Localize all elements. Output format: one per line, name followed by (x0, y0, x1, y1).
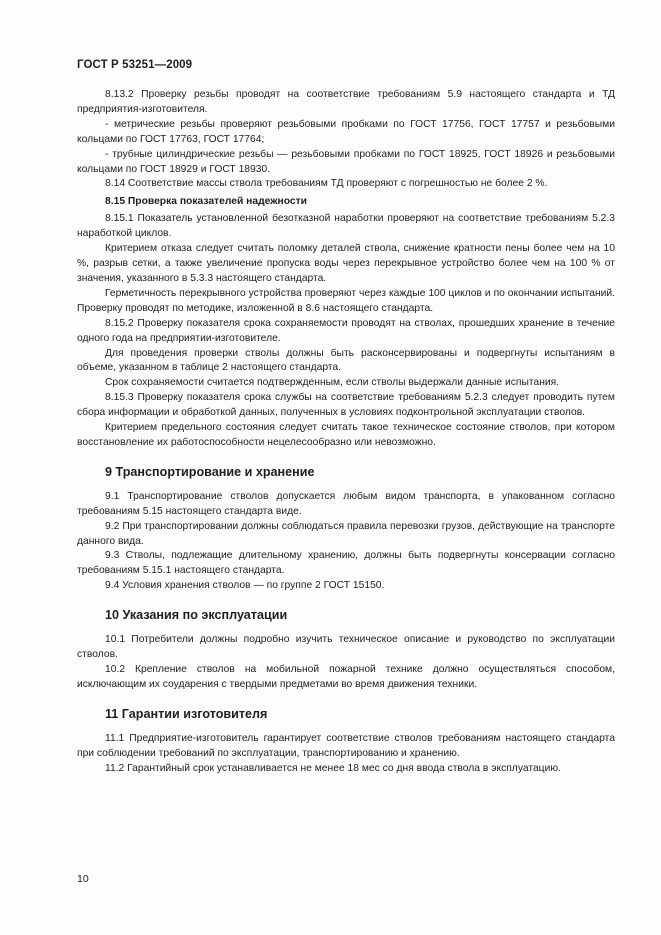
paragraph-8-15-1: 8.15.1 Показатель установленной безотказной наработки проверяют на соответствие требованиям 5.2.3 наработкой циклов. (77, 213, 615, 240)
paragraph-pipe-threads: - трубные цилиндрические резьбы — резьбовыми пробками по ГОСТ 18925, ГОСТ 18926 и резьбовыми кольцами по ГОСТ 18929 и ГОСТ 18930. (77, 148, 615, 175)
section-heading-10: 10 Указания по эксплуатации (105, 608, 288, 623)
paragraph-8-15-2: 8.15.2 Проверку показателя срока сохраняемости проводят на стволах, прошедших хранение в течение одного года на предприятии-изготовителе. (77, 317, 615, 344)
section-heading-11: 11 Гарантии изготовителя (105, 706, 268, 721)
paragraph-storage-confirmed: Срок сохраняемости считается подтвержденным, если стволы выдержали данные испытания. (105, 377, 560, 389)
paragraph-metric-threads: - метрические резьбы проверяют резьбовыми пробками по ГОСТ 17756, ГОСТ 17757 и резьбовыми кольцами по ГОСТ 17763, ГОСТ 17764; (77, 118, 615, 145)
paragraph-8-13-2: 8.13.2 Проверку резьбы проводят на соответствие требованиям 5.9 настоящего стандарта и ТД предприятия-изготовителя. (77, 89, 615, 115)
paragraph-8-15-3: 8.15.3 Проверку показателя срока службы на соответствие требованиям 5.2.3 следует проводить путем сбора информации и обработкой данных, полученных в условиях подконтрольной эксплуатации стволов. (77, 392, 615, 419)
paragraph-limit-state: Критерием предельного состояния следует считать такое техническое состояние стволов, при котором восстановление их работоспособности нецелесообразно или невозможно. (77, 422, 615, 448)
paragraph-failure-criterion: Критерием отказа следует считать поломку деталей ствола, снижение кратности пены более чем на 10 %, разрыв сетки, а также увеличение пропуска воды через перекрывное устройство более чем на 100 % от значения, указанного в 5.3.3 настоящего стандарта. (77, 243, 615, 284)
section-heading-9: 9 Транспортирование и хранение (105, 464, 315, 479)
page-number: 10 (77, 873, 89, 885)
paragraph-11-2: 11.2 Гарантийный срок устанавливается не менее 18 мес со дня ввода ствола в эксплуатацию. (105, 762, 561, 774)
paragraph-9-1: 9.1 Транспортирование стволов допускается любым видом транспорта, в упакованном согласно требованиям 5.15 настоящего стандарта виде. (77, 490, 615, 517)
paragraph-tightness: Герметичность перекрывного устройства проверяют через каждые 100 циклов и по окончании испытаний. Проверку проводят по методике, изложенной в 8.6 настоящего стандарта. (77, 287, 615, 314)
paragraph-9-2: 9.2 При транспортировании должны соблюдаться правила перевозки грузов, действующие на транспорте данного вида. (77, 520, 615, 547)
document-header: ГОСТ Р 53251—2009 (77, 59, 193, 71)
paragraph-8-14: 8.14 Соответствие массы ствола требованиям ТД проверяют с погрешностью не более 2 %. (105, 178, 548, 190)
paragraph-11-1: 11.1 Предприятие-изготовитель гарантирует соответствие стволов требованиям настоящего стандарта при соблюдении требований по эксплуатации, транспортированию и хранению. (77, 732, 615, 759)
document-body (77, 88, 615, 777)
paragraph-10-2: 10.2 Крепление стволов на мобильной пожарной технике должно осуществляться способом, исключающим их соударения с твердыми предметами во время движения техники. (77, 664, 615, 690)
subheading-8-15: 8.15 Проверка показателей надежности (105, 196, 307, 208)
paragraph-10-1: 10.1 Потребители должны подробно изучить техническое описание и руководство по эксплуатации стволов. (77, 634, 615, 661)
paragraph-9-4: 9.4 Условия хранения стволов — по группе 2 ГОСТ 15150. (105, 580, 385, 592)
paragraph-9-3: 9.3 Стволы, подлежащие длительному хранению, должны быть подвергнуты консервации согласно требованиям 5.15.1 настоящего стандарта. (77, 550, 615, 577)
paragraph-reconservation: Для проведения проверки стволы должны быть расконсервированы и подвергнуты испытаниям в объеме, указанном в таблице 2 настоящего стандарта. (77, 347, 615, 374)
